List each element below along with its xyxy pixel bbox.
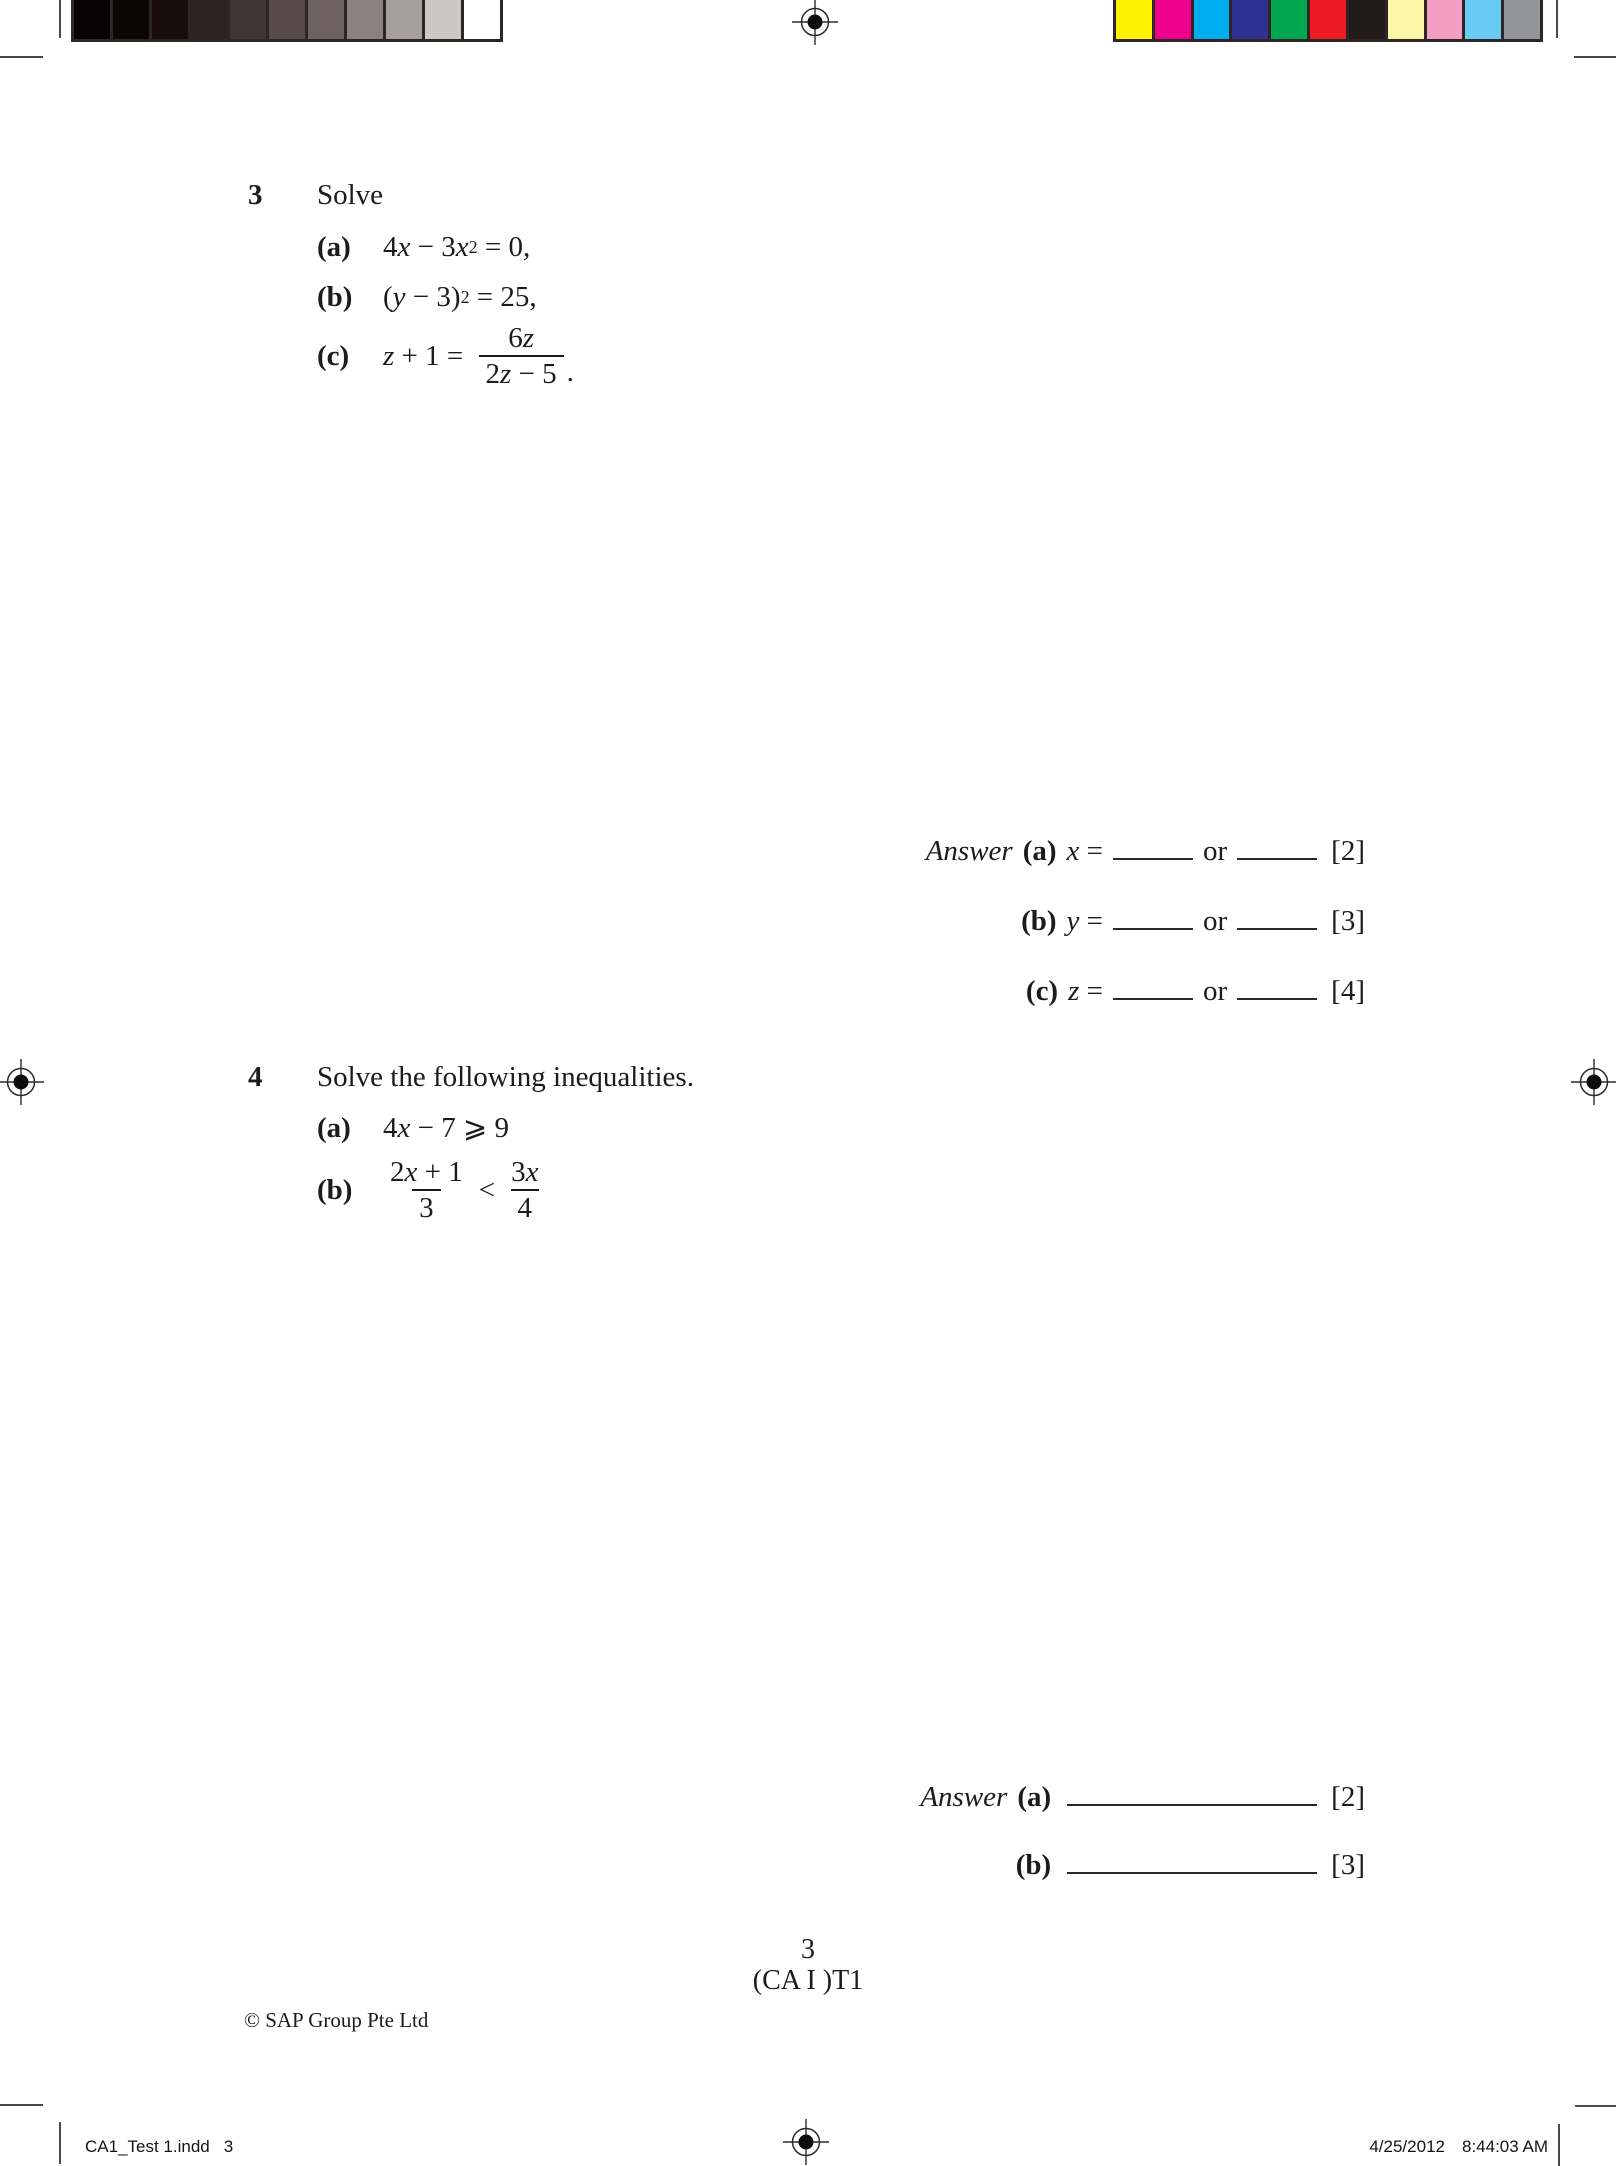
part-label: (b) (1015, 1849, 1052, 1881)
registration-mark-top-icon (792, 0, 838, 45)
q3-answer-row-a (926, 828, 1365, 869)
answer-blank (1237, 968, 1317, 1000)
part-label: (c) (317, 340, 350, 372)
pale-yellow-swatch (1388, 0, 1424, 39)
variable-equals: z = (1068, 975, 1103, 1007)
print-filename: CA1_Test 1.indd 3 (85, 2137, 234, 2156)
print-sheet-number: 3 (223, 2137, 234, 2156)
pink-swatch (1427, 0, 1463, 39)
part-label: (b) (317, 281, 353, 313)
fraction: $\frac{6z}{2z - 5}$ (479, 321, 564, 391)
marks-badge: [2] (1331, 1781, 1365, 1813)
marks-badge: [2] (1331, 835, 1365, 867)
gray-swatch (347, 0, 383, 39)
registration-mark-left-icon (0, 1059, 44, 1105)
gray-swatch (191, 0, 227, 39)
registration-mark-bottom-icon (783, 2119, 829, 2165)
part-label: (a) (317, 231, 351, 263)
trim-mark (1574, 56, 1616, 58)
part-label: (a) (317, 1112, 351, 1144)
fraction: $\frac{3x}{4}$ (511, 1156, 539, 1224)
grayscale-calibration-bar (71, 0, 503, 42)
answer-blank (1237, 898, 1317, 930)
less-than-sign: < (478, 1174, 496, 1206)
math-expression: z + 1 = $\frac{6z}{2z - 5}$ . (383, 322, 574, 390)
yellow-swatch (1116, 0, 1152, 39)
q3-answer-row-b (1021, 898, 1365, 939)
math-expression: 4 x − 7 ⩾ 9 (383, 1112, 510, 1144)
gray-swatch (1504, 0, 1540, 39)
or-text: or (1203, 905, 1228, 937)
or-text: or (1203, 975, 1228, 1007)
question-4-part-b (317, 1153, 545, 1227)
question-3-part-c (317, 319, 574, 393)
answer-blank (1113, 828, 1193, 860)
gray-swatch (230, 0, 266, 39)
gray-swatch (152, 0, 188, 39)
fraction: $\frac{2x + 1}{3}$ (390, 1156, 463, 1224)
q4-answer-row-b (1016, 1842, 1365, 1883)
gray-swatch (386, 0, 422, 39)
math-expression: 4 x − 3 x 2 = 0, (383, 231, 531, 263)
answer-label: Answer (920, 1781, 1008, 1813)
paper-code: (CA I )T1 (752, 1965, 864, 1996)
question-4-part-a (317, 1110, 509, 1146)
q4-answer-row-a (920, 1774, 1365, 1815)
question-3-title: Solve (317, 179, 384, 211)
marks-badge: [3] (1331, 1849, 1365, 1881)
marks-badge: [3] (1331, 905, 1365, 937)
answer-blank (1237, 828, 1317, 860)
answer-blank (1067, 1774, 1317, 1806)
trim-mark (0, 2104, 43, 2106)
trim-mark (1558, 2124, 1560, 2166)
color-calibration-bar (1113, 0, 1543, 42)
answer-blank (1113, 898, 1193, 930)
trim-mark (0, 56, 43, 58)
question-3-part-a (317, 229, 530, 265)
math-expression: ( y − 3) 2 = 25, (383, 281, 537, 313)
trim-mark (59, 0, 61, 38)
copyright-text: © SAP Group Pte Ltd (244, 2008, 429, 2032)
gray-swatch (74, 0, 110, 39)
answer-blank (1113, 968, 1193, 1000)
part-label: (c) (1025, 975, 1059, 1007)
answer-blank (1067, 1842, 1317, 1874)
gray-swatch (464, 0, 500, 39)
variable-equals: y = (1066, 905, 1103, 937)
page-number: 3 (801, 1934, 815, 1965)
question-3-number: 3 (248, 179, 263, 211)
cyan-swatch (1194, 0, 1230, 39)
question-3-part-b (317, 279, 537, 315)
part-label: (a) (1022, 835, 1057, 867)
or-text: or (1203, 835, 1228, 867)
question-4-number: 4 (248, 1061, 263, 1093)
marks-badge: [4] (1331, 975, 1365, 1007)
gray-swatch (308, 0, 344, 39)
print-timestamp: 4/25/2012 8:44:03 AM (1369, 2137, 1548, 2156)
black-swatch (1349, 0, 1385, 39)
part-label: (b) (1021, 905, 1057, 937)
question-4-title: Solve the following inequalities. (317, 1061, 694, 1093)
trim-mark (1575, 2105, 1616, 2107)
q3-answer-row-c (1026, 968, 1365, 1009)
trim-mark (1556, 0, 1558, 38)
trim-mark (59, 2122, 61, 2164)
part-label: (a) (1017, 1781, 1052, 1813)
part-label: (b) (317, 1174, 353, 1206)
red-swatch (1310, 0, 1346, 39)
light-blue-swatch (1465, 0, 1501, 39)
answer-label: Answer (925, 835, 1013, 867)
variable-equals: x = (1066, 835, 1103, 867)
gray-swatch (269, 0, 305, 39)
gray-swatch (113, 0, 149, 39)
green-swatch (1271, 0, 1307, 39)
math-expression (383, 1155, 545, 1225)
magenta-swatch (1155, 0, 1191, 39)
dark-blue-swatch (1232, 0, 1268, 39)
registration-mark-right-icon (1571, 1059, 1616, 1105)
gray-swatch (425, 0, 461, 39)
